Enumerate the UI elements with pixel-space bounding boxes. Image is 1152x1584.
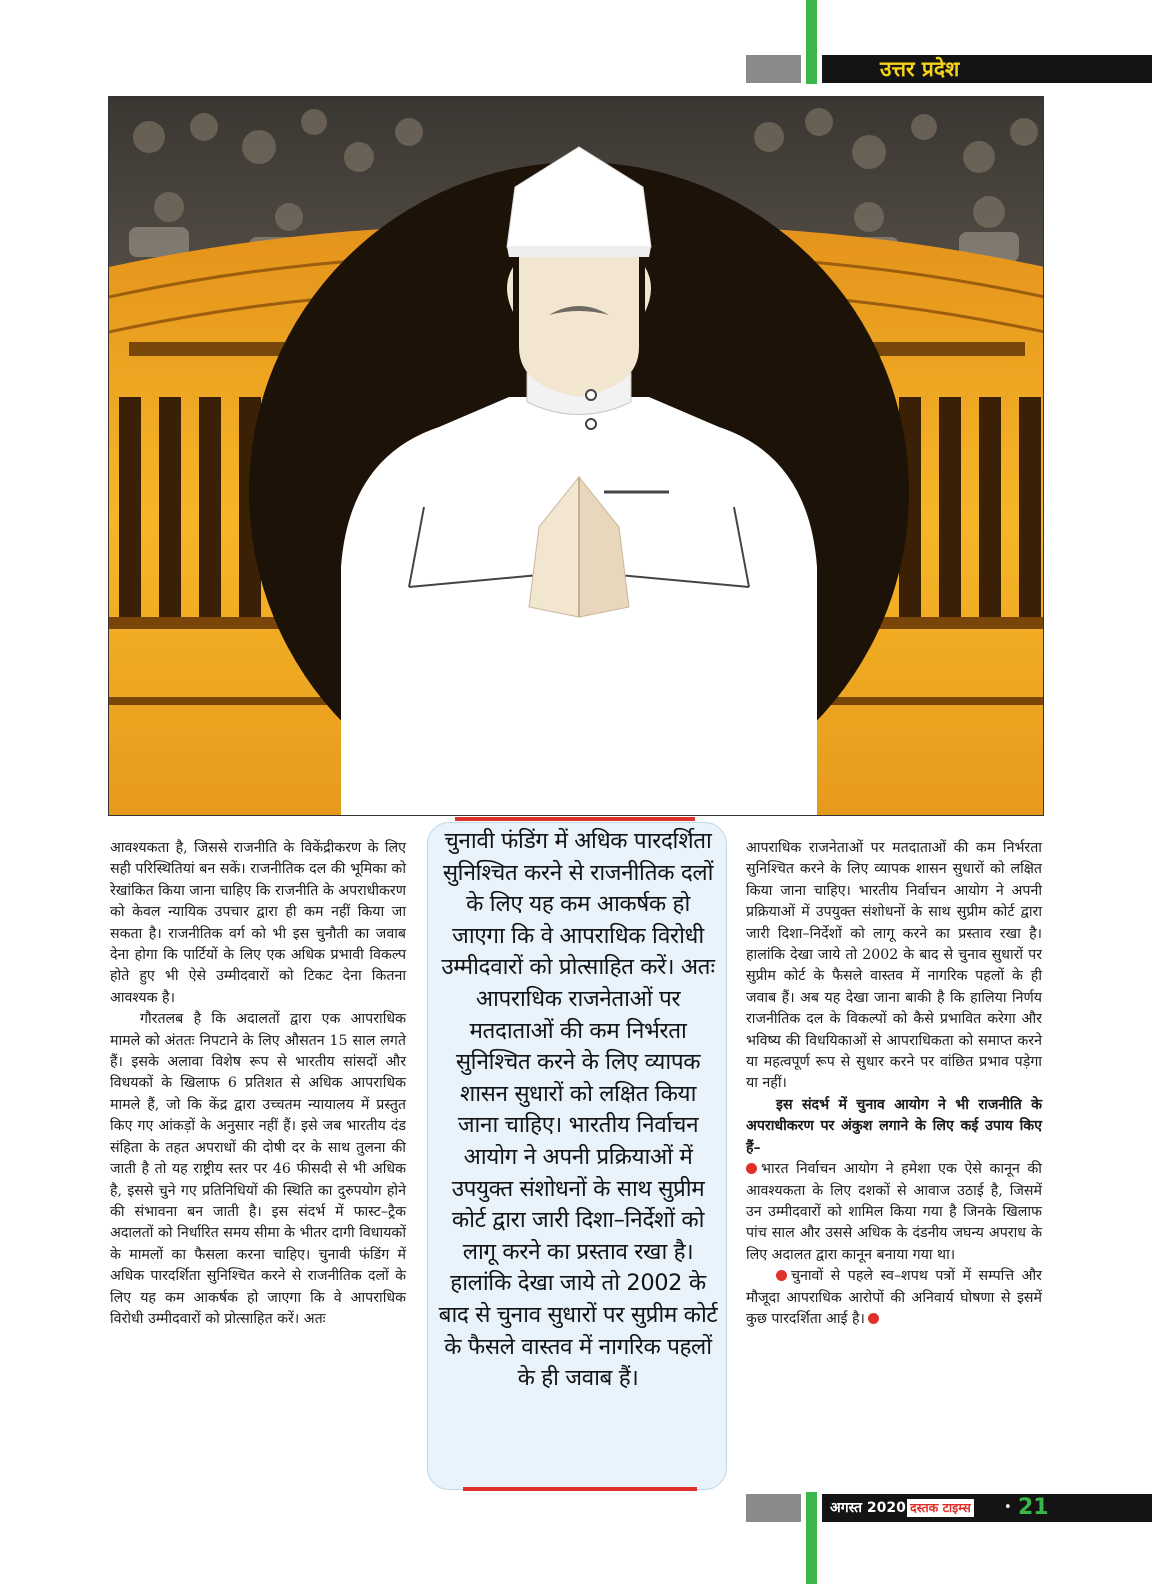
politician-illustration [108,96,1044,816]
pull-quote-bottom-rule [463,1487,697,1491]
right-paragraph-1: आपराधिक राजनेताओं पर मतदाताओं की कम निर्भरता सुनिश्चित करने के लिए व्यापक शासन सुधारों को लक्षित किया जाना चाहिए। भारतीय निर्वाचन आयोग ने अपनी प्रक्रियाओं में उपयुक्त संशोधनों के साथ सुप्रीम कोर्ट द्वारा जारी दिशा–निर्देशों को लागू करने का प्रस्ताव रखा है। हालांकि देखा जाये तो 2002 के बाद से चुनाव सुधारों पर सुप्रीम कोर्ट के फैसले वास्तव में नागरिक पहलों के ही जवाब हैं। अब यह देखा जाना बाकी है कि हालिया निर्णय राजनीतिक दल के विकल्पों को कैसे प्रभावित करेगा और भविष्य की विधयिकाओं से आपराधिकता को समाप्त करने या महत्वपूर्ण रूप से सुधार करने पर वांछित प्रभाव पड़ेगा या नहीं। [746,840,1042,1092]
end-mark-icon [868,1313,879,1324]
bullet-text-1: भारत निर्वाचन आयोग ने हमेशा एक ऐसे कानून की आवश्यकता के लिए दशकों से आवाज उठाई है, जिसमें उन उम्मीदवारों को शामिल किया गया है जिनके खिलाफ पांच साल और उससे अधिक के दंडनीय जघन्य अपराध के लिए अदालत द्वारा कानून बनाया गया था। [746,1161,1042,1263]
header-grey-block [746,55,801,83]
pull-quote-text: चुनावी फंडिंग में अधिक पारदर्शिता सुनिश्चित करने से राजनीतिक दलों के लिए यह कम आकर्षक हो जाएगा कि वे आपराधिक विरोधी उम्मीदवारों को प्रोत्साहित करें। अतः आपराधिक राजनेताओं पर मतदाताओं की कम निर्भरता सुनिश्चित करने के लिए व्यापक शासन सुधारों को लक्षित किया जाना चाहिए। भारतीय निर्वाचन आयोग ने अपनी प्रक्रियाओं में उपयुक्त संशोधनों के साथ सुप्रीम कोर्ट द्वारा जारी दिशा–निर्देशों को लागू करने का प्रस्ताव रखा है। हालांकि देखा जाये तो 2002 के बाद से चुनाव सुधारों पर सुप्रीम कोर्ट के फैसले वास्तव में नागरिक पहलों के ही जवाब हैं। [438,828,718,1392]
header-black-band [822,55,1152,83]
pull-quote-top-rule [455,817,695,821]
footer-separator: • [1004,1500,1012,1515]
page-number: 21 [1018,1495,1049,1520]
footer-magazine-logo: दस्तक टाइम्स [907,1499,974,1517]
right-lead-heading: इस संदर्भ में चुनाव आयोग ने भी राजनीति के अपराधीकरण पर अंकुश लगाने के लिए कई उपाय किए हैं– [746,1096,1042,1156]
bullet-item-1 [746,1159,1042,1266]
left-paragraph-1: आवश्यकता है, जिससे राजनीति के विकेंद्रीकरण के लिए सही परिस्थितियां बन सकें। राजनीतिक दल की भूमिका को रेखांकित किया जाना चाहिए कि राजनीति के अपराधीकरण को केवल न्यायिक उपचार द्वारा ही कम नहीं किया जा सकता है। राजनीतिक वर्ग को भी इस चुनौती का जवाब देना होगा कि पार्टियों के लिए एक अधिक प्रभावी विकल्प होते हुए भी ऐसे उम्मीदवारों को टिकट देना कितना आवश्यक है। [110,840,406,1006]
left-column [110,838,406,1330]
right-column [746,838,1042,1330]
section-title: उत्तर प्रदेश [880,57,960,81]
bullet-text-2: चुनावों से पहले स्व–शपथ पत्रों में सम्पत्ति और मौजूदा आपराधिक आरोपों की अनिवार्य घोषणा से इसमें कुछ पारदर्शिता आई है। [746,1268,1042,1327]
footer-green-bar [806,1492,817,1584]
footer-issue-date: अगस्त 2020 [830,1500,906,1516]
header-green-bar [806,0,817,84]
bullet-dot-icon [746,1163,757,1174]
footer-grey-block [746,1494,801,1522]
bullet-item-2 [746,1266,1042,1330]
left-paragraph-2: गौरतलब है कि अदालतों द्वारा एक आपराधिक मामले को अंततः निपटाने के लिए औसतन 15 साल लगते हैं। इसके अलावा विशेष रूप से भारतीय सांसदों और विधयकों के खिलाफ 6 प्रतिशत से अधिक आपराधिक मामले हैं, जो कि केंद्र द्वारा उच्चतम न्यायालय में प्रस्तुत किए गए आंकड़ों के अनुसार नहीं हैं। इसे जब भारतीय दंड संहिता के तहत अपराधों की दोषी दर के साथ तुलना की जाती है तो यह राष्ट्रीय स्तर पर 46 फीसदी से भी अधिक है, इससे चुने गए प्रतिनिधियों की स्थिति का दुरुपयोग होने की संभावना बन जाती है। इस संदर्भ में फास्ट–ट्रैक अदालतों को निर्धारित समय सीमा के भीतर दागी विधायकों के मामलों का फैसला करना चाहिए। चुनावी फंडिंग में अधिक पारदर्शिता सुनिश्चित करने से राजनीतिक दलों के लिए यह कम आकर्षक हो जाएगा कि वे आपराधिक विरोधी उम्मीदवारों को प्रोत्साहित करें। अतः [110,1011,406,1327]
bullet-dot-icon [776,1270,787,1281]
